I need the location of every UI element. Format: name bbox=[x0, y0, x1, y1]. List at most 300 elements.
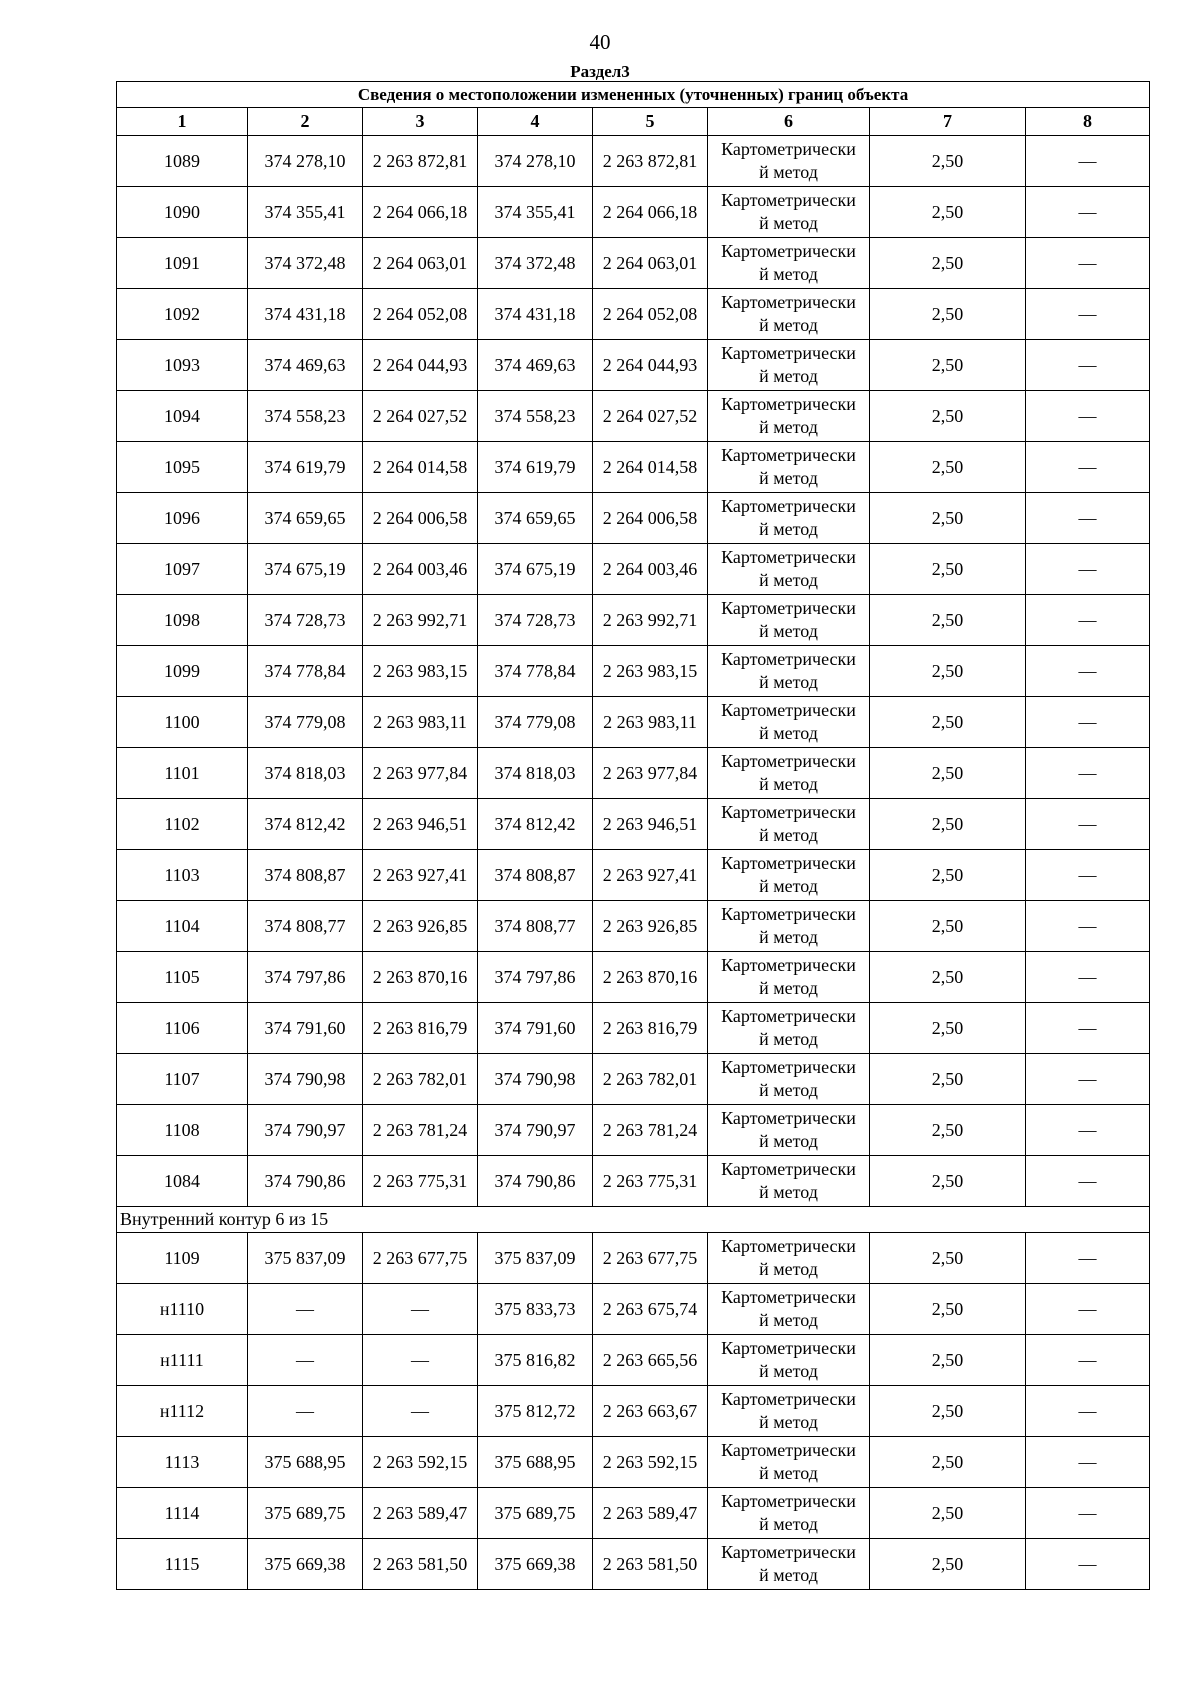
method-text-line: й метод bbox=[759, 264, 818, 284]
accuracy-cell: 2,50 bbox=[870, 1539, 1026, 1590]
table-row bbox=[117, 493, 1150, 544]
note-cell: — bbox=[1026, 442, 1150, 493]
method-cell bbox=[708, 748, 870, 799]
accuracy-cell: 2,50 bbox=[870, 544, 1026, 595]
method-cell bbox=[708, 493, 870, 544]
x-coordinate-cell: 375 688,95 bbox=[248, 1437, 363, 1488]
method-cell bbox=[708, 340, 870, 391]
x-coordinate-cell: 374 675,19 bbox=[248, 544, 363, 595]
y-coordinate-cell: 2 263 992,71 bbox=[593, 595, 708, 646]
accuracy-cell: 2,50 bbox=[870, 238, 1026, 289]
y-coordinate-cell: 2 263 983,11 bbox=[593, 697, 708, 748]
table-row bbox=[117, 442, 1150, 493]
method-text-line: Картометрически bbox=[721, 1159, 856, 1179]
y-coordinate-cell: 2 263 581,50 bbox=[593, 1539, 708, 1590]
point-id-cell: 1115 bbox=[117, 1539, 248, 1590]
y-coordinate-cell: 2 263 665,56 bbox=[593, 1335, 708, 1386]
method-text-line: й метод bbox=[759, 978, 818, 998]
boundary-coordinates-table bbox=[116, 81, 1150, 1590]
accuracy-cell: 2,50 bbox=[870, 1054, 1026, 1105]
table-row bbox=[117, 901, 1150, 952]
x-coordinate-cell: 374 791,60 bbox=[478, 1003, 593, 1054]
y-coordinate-cell: 2 263 782,01 bbox=[593, 1054, 708, 1105]
x-coordinate-cell: 375 669,38 bbox=[478, 1539, 593, 1590]
method-text-line: й метод bbox=[759, 1029, 818, 1049]
method-text-line: й метод bbox=[759, 1080, 818, 1100]
method-cell bbox=[708, 1233, 870, 1284]
y-coordinate-cell: — bbox=[363, 1386, 478, 1437]
point-id-cell: 1101 bbox=[117, 748, 248, 799]
y-coordinate-cell: 2 263 977,84 bbox=[593, 748, 708, 799]
point-id-cell: н1111 bbox=[117, 1335, 248, 1386]
x-coordinate-cell: 374 812,42 bbox=[248, 799, 363, 850]
x-coordinate-cell: 375 837,09 bbox=[248, 1233, 363, 1284]
x-coordinate-cell: 374 659,65 bbox=[248, 493, 363, 544]
note-cell: — bbox=[1026, 1284, 1150, 1335]
x-coordinate-cell: 374 278,10 bbox=[248, 136, 363, 187]
accuracy-cell: 2,50 bbox=[870, 1105, 1026, 1156]
method-text-line: й метод bbox=[759, 876, 818, 896]
method-text-line: й метод bbox=[759, 1259, 818, 1279]
note-cell: — bbox=[1026, 544, 1150, 595]
method-cell bbox=[708, 697, 870, 748]
x-coordinate-cell: 374 619,79 bbox=[478, 442, 593, 493]
method-text-line: й метод bbox=[759, 1361, 818, 1381]
note-cell: — bbox=[1026, 493, 1150, 544]
y-coordinate-cell: 2 263 775,31 bbox=[363, 1156, 478, 1207]
method-cell bbox=[708, 799, 870, 850]
table-row bbox=[117, 952, 1150, 1003]
x-coordinate-cell: 374 790,97 bbox=[478, 1105, 593, 1156]
point-id-cell: н1112 bbox=[117, 1386, 248, 1437]
y-coordinate-cell: 2 263 927,41 bbox=[593, 850, 708, 901]
note-cell: — bbox=[1026, 850, 1150, 901]
method-cell bbox=[708, 1488, 870, 1539]
point-id-cell: 1113 bbox=[117, 1437, 248, 1488]
x-coordinate-cell: 375 669,38 bbox=[248, 1539, 363, 1590]
method-text-line: й метод bbox=[759, 1412, 818, 1432]
accuracy-cell: 2,50 bbox=[870, 1233, 1026, 1284]
note-cell: — bbox=[1026, 238, 1150, 289]
y-coordinate-cell: 2 263 677,75 bbox=[593, 1233, 708, 1284]
method-cell bbox=[708, 646, 870, 697]
accuracy-cell: 2,50 bbox=[870, 340, 1026, 391]
method-cell bbox=[708, 1386, 870, 1437]
x-coordinate-cell: 374 790,86 bbox=[478, 1156, 593, 1207]
table-row bbox=[117, 1386, 1150, 1437]
y-coordinate-cell: 2 264 027,52 bbox=[363, 391, 478, 442]
x-coordinate-cell: 374 675,19 bbox=[478, 544, 593, 595]
note-cell: — bbox=[1026, 646, 1150, 697]
table-row bbox=[117, 136, 1150, 187]
x-coordinate-cell: 375 816,82 bbox=[478, 1335, 593, 1386]
y-coordinate-cell: 2 264 044,93 bbox=[593, 340, 708, 391]
x-coordinate-cell: 374 791,60 bbox=[248, 1003, 363, 1054]
y-coordinate-cell: 2 264 003,46 bbox=[363, 544, 478, 595]
x-coordinate-cell: 374 558,23 bbox=[478, 391, 593, 442]
x-coordinate-cell: 374 728,73 bbox=[248, 595, 363, 646]
y-coordinate-cell: 2 264 052,08 bbox=[363, 289, 478, 340]
note-cell: — bbox=[1026, 1488, 1150, 1539]
y-coordinate-cell: 2 264 066,18 bbox=[593, 187, 708, 238]
table-caption-row bbox=[117, 82, 1150, 108]
method-text-line: Картометрически bbox=[721, 649, 856, 669]
point-id-cell: 1104 bbox=[117, 901, 248, 952]
method-text-line: Картометрически bbox=[721, 1287, 856, 1307]
y-coordinate-cell: 2 263 992,71 bbox=[363, 595, 478, 646]
table-row bbox=[117, 1233, 1150, 1284]
y-coordinate-cell: 2 264 014,58 bbox=[593, 442, 708, 493]
y-coordinate-cell: 2 264 066,18 bbox=[363, 187, 478, 238]
y-coordinate-cell: 2 263 816,79 bbox=[363, 1003, 478, 1054]
x-coordinate-cell: 374 779,08 bbox=[478, 697, 593, 748]
x-coordinate-cell: 374 779,08 bbox=[248, 697, 363, 748]
x-coordinate-cell: 375 689,75 bbox=[248, 1488, 363, 1539]
point-id-cell: 1092 bbox=[117, 289, 248, 340]
method-text-line: Картометрически bbox=[721, 751, 856, 771]
column-header: 3 bbox=[363, 108, 478, 136]
page-number: 40 bbox=[589, 30, 611, 54]
point-id-cell: 1103 bbox=[117, 850, 248, 901]
accuracy-cell: 2,50 bbox=[870, 1284, 1026, 1335]
y-coordinate-cell: 2 263 872,81 bbox=[593, 136, 708, 187]
method-cell bbox=[708, 1539, 870, 1590]
method-text-line: й метод bbox=[759, 1182, 818, 1202]
method-text-line: й метод bbox=[759, 1131, 818, 1151]
point-id-cell: 1114 bbox=[117, 1488, 248, 1539]
x-coordinate-cell: 374 818,03 bbox=[248, 748, 363, 799]
method-cell bbox=[708, 136, 870, 187]
note-cell: — bbox=[1026, 1233, 1150, 1284]
y-coordinate-cell: 2 263 592,15 bbox=[363, 1437, 478, 1488]
x-coordinate-cell: 375 689,75 bbox=[478, 1488, 593, 1539]
note-cell: — bbox=[1026, 136, 1150, 187]
accuracy-cell: 2,50 bbox=[870, 1003, 1026, 1054]
y-coordinate-cell: 2 263 926,85 bbox=[363, 901, 478, 952]
method-text-line: Картометрически bbox=[721, 802, 856, 822]
x-coordinate-cell: — bbox=[248, 1284, 363, 1335]
table-row bbox=[117, 646, 1150, 697]
x-coordinate-cell: 375 833,73 bbox=[478, 1284, 593, 1335]
method-text-line: й метод bbox=[759, 417, 818, 437]
point-id-cell: н1110 bbox=[117, 1284, 248, 1335]
x-coordinate-cell: 375 812,72 bbox=[478, 1386, 593, 1437]
method-cell bbox=[708, 901, 870, 952]
x-coordinate-cell: 374 778,84 bbox=[478, 646, 593, 697]
x-coordinate-cell: 374 797,86 bbox=[248, 952, 363, 1003]
accuracy-cell: 2,50 bbox=[870, 136, 1026, 187]
method-cell bbox=[708, 238, 870, 289]
note-cell: — bbox=[1026, 187, 1150, 238]
table-row bbox=[117, 340, 1150, 391]
x-coordinate-cell: 374 812,42 bbox=[478, 799, 593, 850]
column-header: 6 bbox=[708, 108, 870, 136]
point-id-cell: 1099 bbox=[117, 646, 248, 697]
table-row bbox=[117, 1003, 1150, 1054]
x-coordinate-cell: 374 558,23 bbox=[248, 391, 363, 442]
method-cell bbox=[708, 1156, 870, 1207]
y-coordinate-cell: 2 263 983,15 bbox=[593, 646, 708, 697]
accuracy-cell: 2,50 bbox=[870, 952, 1026, 1003]
method-cell bbox=[708, 544, 870, 595]
note-cell: — bbox=[1026, 1156, 1150, 1207]
x-coordinate-cell: — bbox=[248, 1335, 363, 1386]
method-cell bbox=[708, 1105, 870, 1156]
accuracy-cell: 2,50 bbox=[870, 442, 1026, 493]
y-coordinate-cell: — bbox=[363, 1335, 478, 1386]
note-cell: — bbox=[1026, 799, 1150, 850]
y-coordinate-cell: 2 264 052,08 bbox=[593, 289, 708, 340]
method-text-line: Картометрически bbox=[721, 292, 856, 312]
y-coordinate-cell: 2 263 983,11 bbox=[363, 697, 478, 748]
accuracy-cell: 2,50 bbox=[870, 1488, 1026, 1539]
method-text-line: й метод bbox=[759, 1514, 818, 1534]
method-cell bbox=[708, 850, 870, 901]
accuracy-cell: 2,50 bbox=[870, 289, 1026, 340]
x-coordinate-cell: 374 278,10 bbox=[478, 136, 593, 187]
x-coordinate-cell: 374 659,65 bbox=[478, 493, 593, 544]
method-text-line: й метод bbox=[759, 519, 818, 539]
y-coordinate-cell: 2 263 589,47 bbox=[593, 1488, 708, 1539]
x-coordinate-cell: 374 469,63 bbox=[478, 340, 593, 391]
accuracy-cell: 2,50 bbox=[870, 799, 1026, 850]
note-cell: — bbox=[1026, 1003, 1150, 1054]
method-cell bbox=[708, 1054, 870, 1105]
y-coordinate-cell: 2 263 983,15 bbox=[363, 646, 478, 697]
x-coordinate-cell: 375 688,95 bbox=[478, 1437, 593, 1488]
method-text-line: й метод bbox=[759, 162, 818, 182]
y-coordinate-cell: 2 263 870,16 bbox=[363, 952, 478, 1003]
point-id-cell: 1090 bbox=[117, 187, 248, 238]
method-text-line: й метод bbox=[759, 672, 818, 692]
note-cell: — bbox=[1026, 340, 1150, 391]
column-header: 4 bbox=[478, 108, 593, 136]
accuracy-cell: 2,50 bbox=[870, 1386, 1026, 1437]
method-cell bbox=[708, 1437, 870, 1488]
method-text-line: й метод bbox=[759, 1565, 818, 1585]
method-text-line: Картометрически bbox=[721, 394, 856, 414]
method-text-line: й метод bbox=[759, 1463, 818, 1483]
table-row bbox=[117, 187, 1150, 238]
method-text-line: Картометрически bbox=[721, 139, 856, 159]
x-coordinate-cell: 374 728,73 bbox=[478, 595, 593, 646]
table-row bbox=[117, 289, 1150, 340]
note-cell: — bbox=[1026, 1054, 1150, 1105]
method-text-line: й метод bbox=[759, 621, 818, 641]
method-cell bbox=[708, 1003, 870, 1054]
column-header: 7 bbox=[870, 108, 1026, 136]
table-header-row bbox=[117, 108, 1150, 136]
accuracy-cell: 2,50 bbox=[870, 493, 1026, 544]
accuracy-cell: 2,50 bbox=[870, 1335, 1026, 1386]
note-cell: — bbox=[1026, 595, 1150, 646]
x-coordinate-cell: 374 808,77 bbox=[248, 901, 363, 952]
contour-separator-row bbox=[117, 1207, 1150, 1233]
table-row bbox=[117, 1539, 1150, 1590]
point-id-cell: 1102 bbox=[117, 799, 248, 850]
accuracy-cell: 2,50 bbox=[870, 697, 1026, 748]
y-coordinate-cell: 2 264 006,58 bbox=[593, 493, 708, 544]
accuracy-cell: 2,50 bbox=[870, 850, 1026, 901]
table-row bbox=[117, 748, 1150, 799]
method-text-line: Картометрически bbox=[721, 700, 856, 720]
method-text-line: Картометрически bbox=[721, 1542, 856, 1562]
table-caption: Сведения о местоположении измененных (уточненных) границ объекта bbox=[117, 82, 1150, 108]
y-coordinate-cell: 2 263 781,24 bbox=[593, 1105, 708, 1156]
x-coordinate-cell: 374 797,86 bbox=[478, 952, 593, 1003]
x-coordinate-cell: — bbox=[248, 1386, 363, 1437]
point-id-cell: 1109 bbox=[117, 1233, 248, 1284]
table-row bbox=[117, 1335, 1150, 1386]
method-text-line: й метод bbox=[759, 1310, 818, 1330]
method-text-line: Картометрически bbox=[721, 955, 856, 975]
method-text-line: й метод bbox=[759, 366, 818, 386]
method-text-line: Картометрически bbox=[721, 1057, 856, 1077]
method-text-line: й метод bbox=[759, 927, 818, 947]
method-text-line: Картометрически bbox=[721, 1338, 856, 1358]
point-id-cell: 1095 bbox=[117, 442, 248, 493]
point-id-cell: 1098 bbox=[117, 595, 248, 646]
method-cell bbox=[708, 442, 870, 493]
x-coordinate-cell: 375 837,09 bbox=[478, 1233, 593, 1284]
note-cell: — bbox=[1026, 901, 1150, 952]
note-cell: — bbox=[1026, 1386, 1150, 1437]
table-row bbox=[117, 697, 1150, 748]
y-coordinate-cell: 2 263 781,24 bbox=[363, 1105, 478, 1156]
y-coordinate-cell: 2 264 027,52 bbox=[593, 391, 708, 442]
method-text-line: Картометрически bbox=[721, 343, 856, 363]
table-row bbox=[117, 238, 1150, 289]
y-coordinate-cell: 2 263 946,51 bbox=[363, 799, 478, 850]
x-coordinate-cell: 374 372,48 bbox=[248, 238, 363, 289]
method-cell bbox=[708, 952, 870, 1003]
point-id-cell: 1093 bbox=[117, 340, 248, 391]
note-cell: — bbox=[1026, 1539, 1150, 1590]
note-cell: — bbox=[1026, 1437, 1150, 1488]
accuracy-cell: 2,50 bbox=[870, 1437, 1026, 1488]
note-cell: — bbox=[1026, 391, 1150, 442]
x-coordinate-cell: 374 469,63 bbox=[248, 340, 363, 391]
method-text-line: Картометрически bbox=[721, 496, 856, 516]
point-id-cell: 1096 bbox=[117, 493, 248, 544]
note-cell: — bbox=[1026, 952, 1150, 1003]
table-row bbox=[117, 1054, 1150, 1105]
x-coordinate-cell: 374 372,48 bbox=[478, 238, 593, 289]
point-id-cell: 1105 bbox=[117, 952, 248, 1003]
y-coordinate-cell: 2 263 775,31 bbox=[593, 1156, 708, 1207]
y-coordinate-cell: 2 264 006,58 bbox=[363, 493, 478, 544]
method-text-line: й метод bbox=[759, 315, 818, 335]
table-row bbox=[117, 595, 1150, 646]
y-coordinate-cell: 2 264 003,46 bbox=[593, 544, 708, 595]
point-id-cell: 1106 bbox=[117, 1003, 248, 1054]
table-row bbox=[117, 1105, 1150, 1156]
note-cell: — bbox=[1026, 289, 1150, 340]
point-id-cell: 1097 bbox=[117, 544, 248, 595]
x-coordinate-cell: 374 808,87 bbox=[478, 850, 593, 901]
y-coordinate-cell: 2 264 063,01 bbox=[363, 238, 478, 289]
method-text-line: Картометрически bbox=[721, 1006, 856, 1026]
y-coordinate-cell: — bbox=[363, 1284, 478, 1335]
table-row bbox=[117, 1156, 1150, 1207]
note-cell: — bbox=[1026, 748, 1150, 799]
table-row bbox=[117, 799, 1150, 850]
y-coordinate-cell: 2 263 872,81 bbox=[363, 136, 478, 187]
contour-label: Внутренний контур 6 из 15 bbox=[117, 1207, 1150, 1233]
point-id-cell: 1094 bbox=[117, 391, 248, 442]
y-coordinate-cell: 2 264 063,01 bbox=[593, 238, 708, 289]
accuracy-cell: 2,50 bbox=[870, 595, 1026, 646]
y-coordinate-cell: 2 263 946,51 bbox=[593, 799, 708, 850]
y-coordinate-cell: 2 263 870,16 bbox=[593, 952, 708, 1003]
method-text-line: Картометрически bbox=[721, 241, 856, 261]
x-coordinate-cell: 374 790,86 bbox=[248, 1156, 363, 1207]
point-id-cell: 1091 bbox=[117, 238, 248, 289]
y-coordinate-cell: 2 264 014,58 bbox=[363, 442, 478, 493]
column-header: 8 bbox=[1026, 108, 1150, 136]
y-coordinate-cell: 2 263 592,15 bbox=[593, 1437, 708, 1488]
table-row bbox=[117, 544, 1150, 595]
method-text-line: Картометрически bbox=[721, 1440, 856, 1460]
accuracy-cell: 2,50 bbox=[870, 391, 1026, 442]
table-row bbox=[117, 850, 1150, 901]
y-coordinate-cell: 2 263 782,01 bbox=[363, 1054, 478, 1105]
accuracy-cell: 2,50 bbox=[870, 901, 1026, 952]
table-row bbox=[117, 1437, 1150, 1488]
column-header: 1 bbox=[117, 108, 248, 136]
method-text-line: Картометрически bbox=[721, 1389, 856, 1409]
method-text-line: й метод bbox=[759, 774, 818, 794]
x-coordinate-cell: 374 355,41 bbox=[248, 187, 363, 238]
method-text-line: й метод bbox=[759, 825, 818, 845]
accuracy-cell: 2,50 bbox=[870, 646, 1026, 697]
x-coordinate-cell: 374 355,41 bbox=[478, 187, 593, 238]
method-cell bbox=[708, 595, 870, 646]
note-cell: — bbox=[1026, 697, 1150, 748]
method-text-line: Картометрически bbox=[721, 1108, 856, 1128]
x-coordinate-cell: 374 790,98 bbox=[478, 1054, 593, 1105]
y-coordinate-cell: 2 263 977,84 bbox=[363, 748, 478, 799]
accuracy-cell: 2,50 bbox=[870, 187, 1026, 238]
method-text-line: й метод bbox=[759, 570, 818, 590]
column-header: 5 bbox=[593, 108, 708, 136]
method-text-line: й метод bbox=[759, 468, 818, 488]
section-title: Раздел3 bbox=[570, 62, 630, 81]
x-coordinate-cell: 374 431,18 bbox=[248, 289, 363, 340]
method-text-line: Картометрически bbox=[721, 904, 856, 924]
x-coordinate-cell: 374 818,03 bbox=[478, 748, 593, 799]
x-coordinate-cell: 374 790,97 bbox=[248, 1105, 363, 1156]
method-text-line: Картометрически bbox=[721, 598, 856, 618]
x-coordinate-cell: 374 808,77 bbox=[478, 901, 593, 952]
method-text-line: Картометрически bbox=[721, 547, 856, 567]
method-text-line: й метод bbox=[759, 213, 818, 233]
x-coordinate-cell: 374 790,98 bbox=[248, 1054, 363, 1105]
method-text-line: й метод bbox=[759, 723, 818, 743]
method-cell bbox=[708, 187, 870, 238]
table-row bbox=[117, 391, 1150, 442]
method-text-line: Картометрически bbox=[721, 1491, 856, 1511]
y-coordinate-cell: 2 264 044,93 bbox=[363, 340, 478, 391]
note-cell: — bbox=[1026, 1335, 1150, 1386]
method-cell bbox=[708, 289, 870, 340]
point-id-cell: 1108 bbox=[117, 1105, 248, 1156]
method-cell bbox=[708, 1284, 870, 1335]
table-row bbox=[117, 1284, 1150, 1335]
y-coordinate-cell: 2 263 926,85 bbox=[593, 901, 708, 952]
method-cell bbox=[708, 1335, 870, 1386]
y-coordinate-cell: 2 263 927,41 bbox=[363, 850, 478, 901]
